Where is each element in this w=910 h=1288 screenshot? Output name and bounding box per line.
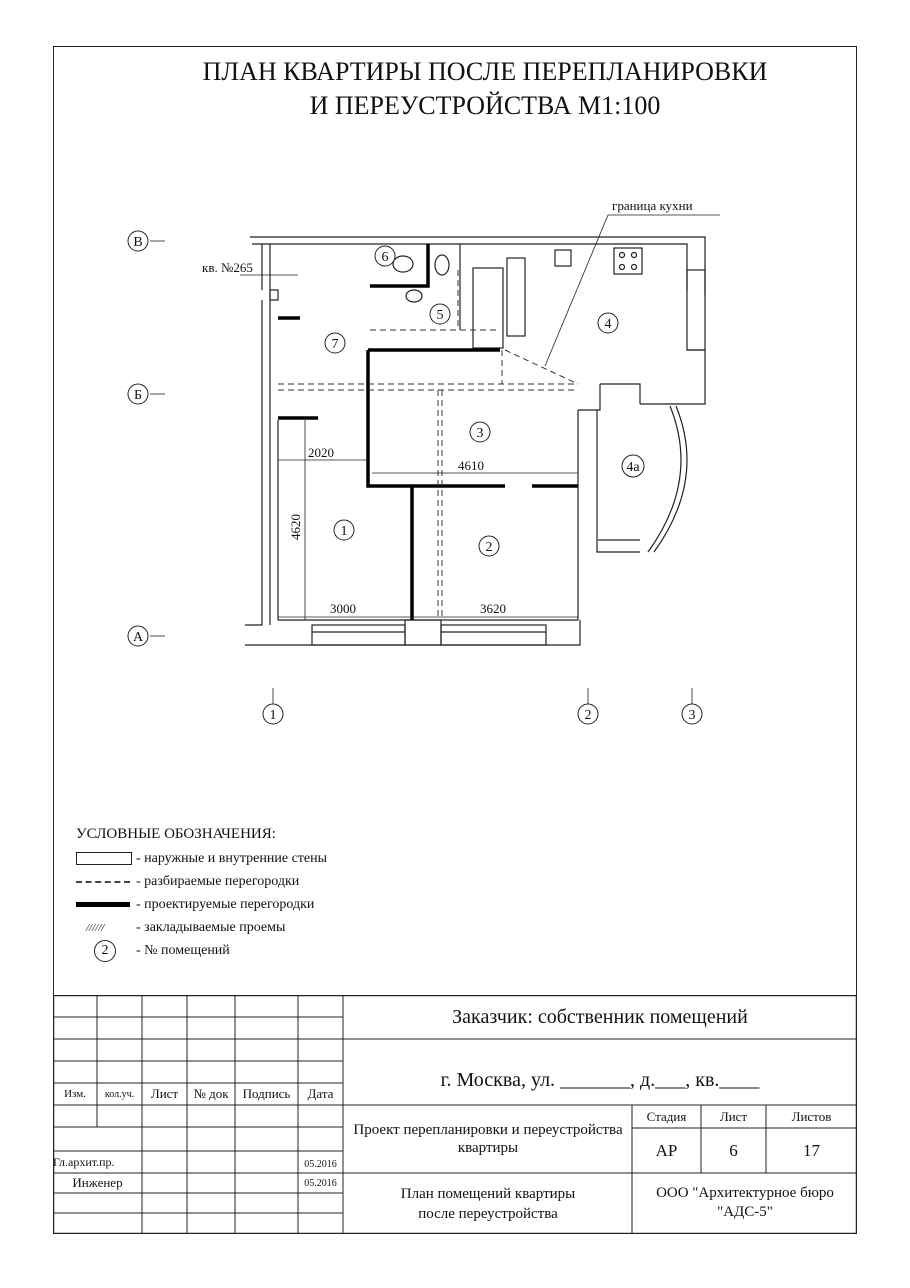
legend-item-dismantled: - разбираемые перегородки bbox=[76, 870, 327, 893]
room-1-label: 1 bbox=[340, 524, 348, 539]
col-izm: Изм. bbox=[64, 1088, 86, 1100]
role-chief-architect: Гл.архит.пр. bbox=[53, 1154, 115, 1169]
col-signature: Подпись bbox=[242, 1086, 291, 1101]
address-text: г. Москва, ул. _______, д.___, кв.____ bbox=[440, 1068, 760, 1091]
sheet-value: 6 bbox=[729, 1140, 738, 1160]
sheets-label: Листов bbox=[791, 1108, 832, 1124]
role-chief-architect-date: 05.2016 bbox=[304, 1158, 337, 1170]
project-title: Проект перепланировки и переустройства квартиры bbox=[353, 1122, 623, 1156]
neighbor-apartment-label: кв. №265 bbox=[202, 260, 253, 275]
axis-col-2: 2 bbox=[584, 708, 592, 723]
room-5-label: 5 bbox=[436, 308, 444, 323]
drawing-title-line1: ПЛАН КВАРТИРЫ ПОСЛЕ ПЕРЕПЛАНИРОВКИ bbox=[202, 57, 768, 86]
col-date: Дата bbox=[307, 1086, 334, 1101]
legend-item-walls: - наружные и внутренние стены bbox=[76, 847, 327, 870]
room-7-label: 7 bbox=[331, 337, 339, 352]
col-kol-uch: кол.уч. bbox=[104, 1088, 135, 1100]
dim-3000: 3000 bbox=[330, 601, 356, 616]
room-number-circle-icon: 2 bbox=[76, 940, 136, 962]
role-engineer: Инженер bbox=[72, 1175, 123, 1190]
role-engineer-date: 05.2016 bbox=[304, 1177, 337, 1189]
legend-header: УСЛОВНЫЕ ОБОЗНАЧЕНИЯ: bbox=[76, 826, 276, 842]
legend-item-room-number: 2 - № помещений bbox=[76, 939, 327, 962]
axis-row-v: В bbox=[133, 235, 143, 250]
col-doc: № док bbox=[193, 1086, 229, 1101]
stage-label: Стадия bbox=[646, 1108, 687, 1124]
legend-item-designed: - проектируемые перегородки bbox=[76, 893, 327, 916]
room-2-label: 2 bbox=[485, 540, 493, 555]
kitchen-boundary-label: граница кухни bbox=[612, 198, 693, 213]
title-block bbox=[53, 995, 857, 1234]
room-6-label: 6 bbox=[381, 250, 389, 265]
dashed-partition-icon bbox=[76, 881, 136, 883]
dim-3620: 3620 bbox=[480, 601, 506, 616]
col-list: Лист bbox=[150, 1086, 179, 1101]
walls-symbol-icon bbox=[76, 852, 136, 865]
room-3-label: 3 bbox=[476, 426, 484, 441]
dim-4610: 4610 bbox=[458, 458, 484, 473]
company-name: ООО "Архитектурное бюро "АДС-5" bbox=[656, 1185, 834, 1220]
customer-text: Заказчик: собственник помещений bbox=[452, 1005, 748, 1028]
axis-col-3: 3 bbox=[688, 708, 696, 723]
axis-row-b: Б bbox=[133, 388, 143, 403]
dim-2020: 2020 bbox=[308, 445, 334, 460]
legend-item-openings: ////// - закладываемые проемы bbox=[76, 916, 327, 939]
room-4-label: 4 bbox=[604, 317, 612, 332]
sheet-label: Лист bbox=[719, 1108, 748, 1124]
sheet-title: План помещений квартиры после переустройства bbox=[400, 1186, 576, 1222]
axis-row-a: А bbox=[132, 630, 144, 645]
hatch-icon: ////// bbox=[86, 921, 105, 934]
room-4a-label: 4а bbox=[626, 460, 640, 475]
axis-col-1: 1 bbox=[269, 708, 277, 723]
dim-4620: 4620 bbox=[288, 514, 303, 540]
drawing-title-line2: И ПЕРЕУСТРОЙСТВА М1:100 bbox=[309, 91, 661, 120]
legend bbox=[76, 826, 327, 962]
sheets-value: 17 bbox=[803, 1140, 820, 1160]
thick-partition-icon bbox=[76, 902, 136, 907]
stage-value: АР bbox=[655, 1140, 678, 1160]
